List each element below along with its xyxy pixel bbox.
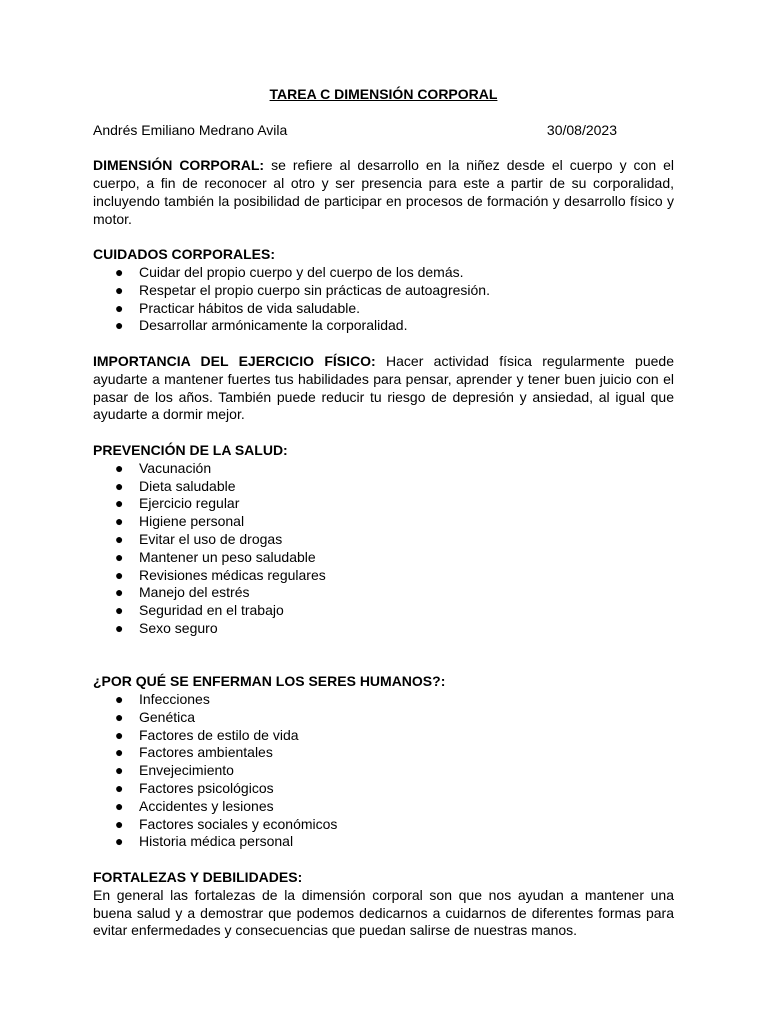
list-item xyxy=(93,780,674,798)
bullet-icon: ● xyxy=(115,477,124,494)
list-item-text: Mantener un peso saludable xyxy=(139,548,316,565)
list-item xyxy=(93,495,674,513)
list-item-text: Factores de estilo de vida xyxy=(139,726,299,743)
cuidados-heading: CUIDADOS CORPORALES: xyxy=(93,246,276,263)
bullet-icon: ● xyxy=(115,299,124,316)
bullet-icon: ● xyxy=(115,833,124,850)
author-date-row xyxy=(93,122,674,140)
list-item-text: Accidentes y lesiones xyxy=(139,797,274,814)
prevencion-heading: PREVENCIÓN DE LA SALUD: xyxy=(93,441,288,458)
list-item-text: Evitar el uso de drogas xyxy=(139,530,283,547)
list-item-text: Respetar el propio cuerpo sin prácticas de autoagresión. xyxy=(139,281,490,298)
bullet-icon: ● xyxy=(115,584,124,601)
bullet-icon: ● xyxy=(115,762,124,779)
list-item xyxy=(93,584,674,602)
document-date: 30/08/2023 xyxy=(546,121,617,138)
list-item-text: Historia médica personal xyxy=(139,833,294,850)
list-item xyxy=(93,816,674,834)
prevencion-list xyxy=(93,460,674,638)
bullet-icon: ● xyxy=(115,797,124,814)
bullet-icon: ● xyxy=(115,726,124,743)
list-item-text: Factores sociales y económicos xyxy=(139,815,338,832)
list-item xyxy=(93,264,674,282)
bullet-icon: ● xyxy=(115,263,124,280)
list-item-text: Higiene personal xyxy=(139,513,245,530)
list-item xyxy=(93,460,674,478)
intro-text: se refiere al desarrollo en la niñez desde el cuerpo y con el cuerpo, a fin de reconocer al otro y ser presencia para este a partir de su corporalidad, incluyendo también la posibilidad de participar en procesos de formación y desarrollo físico y motor. xyxy=(93,157,675,227)
list-item-text: Practicar hábitos de vida saludable. xyxy=(139,299,361,316)
list-item-text: Seguridad en el trabajo xyxy=(139,602,284,619)
list-item-text: Envejecimiento xyxy=(139,762,234,779)
list-item xyxy=(93,762,674,780)
list-item-text: Revisiones médicas regulares xyxy=(139,566,326,583)
list-item-text: Vacunación xyxy=(139,459,212,476)
fortalezas-heading: FORTALEZAS Y DEBILIDADES: xyxy=(93,869,303,886)
list-item xyxy=(93,620,674,638)
list-item xyxy=(93,709,674,727)
list-item xyxy=(93,744,674,762)
list-item-text: Sexo seguro xyxy=(139,619,218,636)
list-item xyxy=(93,531,674,549)
list-item xyxy=(93,478,674,496)
list-item xyxy=(93,727,674,745)
list-item xyxy=(93,513,674,531)
list-item-text: Factores ambientales xyxy=(139,744,273,761)
importancia-lead: IMPORTANCIA DEL EJERCICIO FÍSICO: xyxy=(93,352,376,369)
list-item xyxy=(93,282,674,300)
author-name: Andrés Emiliano Medrano Avila xyxy=(93,121,288,138)
list-item-text: Infecciones xyxy=(139,691,210,708)
list-item-text: Cuidar del propio cuerpo y del cuerpo de los demás. xyxy=(139,263,464,280)
importancia-paragraph xyxy=(93,353,674,424)
intro-lead: DIMENSIÓN CORPORAL: xyxy=(93,157,265,174)
list-item-text: Ejercicio regular xyxy=(139,495,240,512)
enferman-list xyxy=(93,691,674,851)
bullet-icon: ● xyxy=(115,780,124,797)
bullet-icon: ● xyxy=(115,691,124,708)
fortalezas-text: En general las fortalezas de la dimensión corporal son que nos ayudan a mantener una buena salud y a demostrar que podemos dedicarnos a cuidarnos de diferentes formas para evitar enfermedades y consecuencias que puedan salirse de nuestras manos. xyxy=(93,886,674,939)
list-item xyxy=(93,798,674,816)
list-item-text: Desarrollar armónicamente la corporalidad. xyxy=(139,317,408,334)
intro-paragraph xyxy=(93,157,674,228)
bullet-icon: ● xyxy=(115,744,124,761)
list-item xyxy=(93,691,674,709)
document-title: TAREA C DIMENSIÓN CORPORAL xyxy=(269,86,498,102)
bullet-icon: ● xyxy=(115,317,124,334)
bullet-icon: ● xyxy=(115,459,124,476)
list-item xyxy=(93,549,674,567)
list-item xyxy=(93,602,674,620)
bullet-icon: ● xyxy=(115,548,124,565)
list-item-text: Dieta saludable xyxy=(139,477,236,494)
list-item-text: Manejo del estrés xyxy=(139,584,250,601)
bullet-icon: ● xyxy=(115,281,124,298)
bullet-icon: ● xyxy=(115,513,124,530)
enferman-heading: ¿POR QUÉ SE ENFERMAN LOS SERES HUMANOS?: xyxy=(93,673,446,690)
list-item-text: Factores psicológicos xyxy=(139,780,274,797)
list-item xyxy=(93,300,674,318)
bullet-icon: ● xyxy=(115,530,124,547)
bullet-icon: ● xyxy=(115,566,124,583)
document-page xyxy=(93,86,674,940)
cuidados-list xyxy=(93,264,674,335)
list-item xyxy=(93,833,674,851)
bullet-icon: ● xyxy=(115,815,124,832)
bullet-icon: ● xyxy=(115,602,124,619)
importancia-text: Hacer actividad física regularmente puede ayudarte a mantener fuertes tus habilidades para pensar, aprender y tener buen juicio con el pasar de los años. También puede reducir tu riesgo de depresión y ansiedad, al igual que ayudarte a dormir mejor. xyxy=(93,352,674,423)
list-item-text: Genética xyxy=(139,708,196,725)
list-item xyxy=(93,317,674,335)
bullet-icon: ● xyxy=(115,708,124,725)
bullet-icon: ● xyxy=(115,619,124,636)
bullet-icon: ● xyxy=(115,495,124,512)
list-item xyxy=(93,567,674,585)
